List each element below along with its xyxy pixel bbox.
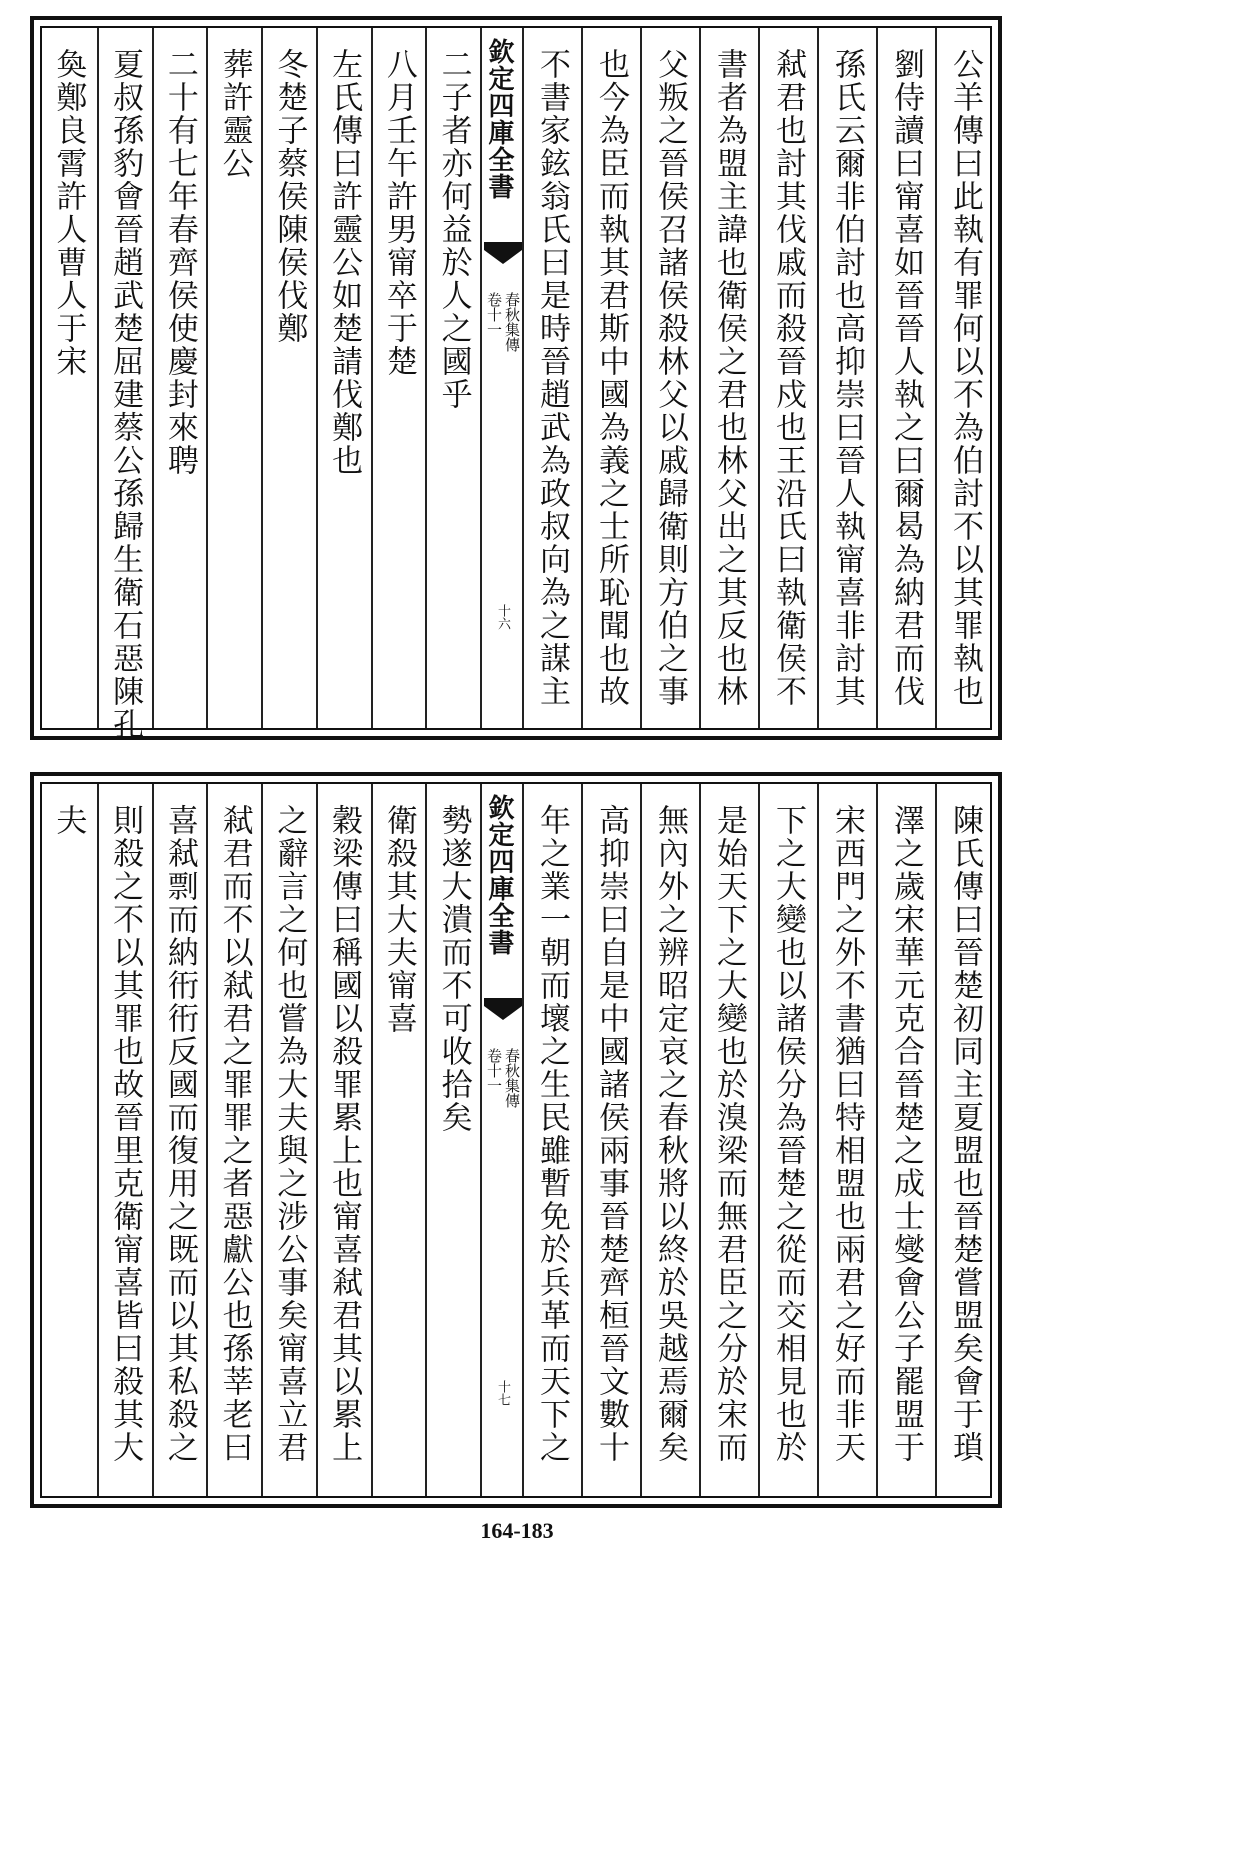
text-column [876, 784, 937, 1496]
column-text: 勢遂大潰而不可收拾矣 [435, 804, 472, 1134]
column-text: 劉侍讀曰甯喜如晉晉人執之曰爾曷為納君而伐 [888, 48, 924, 708]
column-text: 澤之歲宋華元克合晉楚之成士燮會公子罷盟于 [888, 804, 924, 1464]
text-column [758, 784, 819, 1496]
column-text: 夫 [50, 804, 87, 837]
column-text: 下之大變也以諸侯分為晉楚之從而交相見也於 [770, 804, 806, 1464]
column-text: 年之業一朝而壞之生民雖暫免於兵革而天下之 [534, 804, 570, 1464]
text-column [316, 784, 373, 1496]
text-column [935, 784, 996, 1496]
text-column [699, 28, 760, 728]
text-column [425, 784, 482, 1496]
bottom-book-title: 春秋集傳 [503, 1048, 521, 1108]
column-text: 喜弒剽而納衎衎反國而復用之既而以其私殺之 [161, 804, 198, 1464]
bottom-header-title: 欽定四庫全書 [484, 794, 514, 956]
top-page-frame [40, 26, 992, 741]
top-page-center-strip [480, 28, 524, 728]
text-column [425, 28, 482, 728]
text-column [817, 784, 878, 1496]
column-text: 無內外之辨昭定哀之春秋將以終於吳越焉爾矣 [652, 804, 688, 1464]
text-column [699, 784, 760, 1496]
column-text: 弒君也討其伐戚而殺晉戍也王沿氏曰執衛侯不 [770, 48, 806, 708]
column-text: 奐鄭良霄許人曹人于宋 [50, 48, 87, 378]
text-column [581, 784, 642, 1496]
text-column [581, 28, 642, 728]
text-column [261, 784, 318, 1496]
top-header-title: 欽定四庫全書 [484, 38, 514, 200]
column-text: 陳氏傳曰晉楚初同主夏盟也晉楚嘗盟矣會于瑣 [947, 804, 983, 1464]
column-text: 不書家鉉翁氏曰是時晉趙武為政叔向為之謀主 [534, 48, 570, 708]
column-text: 則殺之不以其罪也故晉里克衛甯喜皆曰殺其大 [107, 804, 144, 1464]
column-text: 是始天下之大變也於溴梁而無君臣之分於宋而 [711, 804, 747, 1464]
text-column [206, 28, 263, 728]
text-column [640, 28, 701, 728]
top-folio: 十六 [495, 604, 510, 630]
text-column [42, 28, 97, 728]
column-text: 二子者亦何益於人之國乎 [435, 48, 472, 411]
text-column [522, 784, 583, 1496]
bottom-page-frame [40, 782, 992, 1498]
bottom-page-center-strip [480, 784, 524, 1496]
text-column [152, 784, 209, 1496]
text-column [97, 784, 154, 1496]
column-text: 冬楚子蔡侯陳侯伐鄭 [271, 48, 308, 345]
text-column [371, 784, 428, 1496]
fish-tail-mark-icon [484, 242, 522, 268]
text-column [758, 28, 819, 728]
column-text: 父叛之晉侯召諸侯殺林父以戚歸衛則方伯之事 [652, 48, 688, 708]
column-text: 夏叔孫豹會晉趙武楚屈建蔡公孫歸生衛石惡陳孔 [107, 48, 144, 741]
column-text: 穀梁傳曰稱國以殺罪累上也甯喜弒君其以累上 [326, 804, 363, 1464]
bottom-page [30, 772, 1002, 1508]
page-number: 164-183 [480, 1518, 554, 1543]
column-text: 也今為臣而執其君斯中國為義之士所恥聞也故 [593, 48, 629, 708]
bottom-volume: 卷十一 [485, 1048, 503, 1093]
column-text: 高抑崇曰自是中國諸侯兩事晉楚齊桓晉文數十 [593, 804, 629, 1464]
column-text: 宋西門之外不書猶曰特相盟也兩君之好而非天 [829, 804, 865, 1464]
column-text: 孫氏云爾非伯討也高抑崇曰晉人執甯喜非討其 [829, 48, 865, 708]
top-book-title: 春秋集傳 [503, 292, 521, 352]
column-text: 左氏傳曰許靈公如楚請伐鄭也 [326, 48, 363, 477]
column-text: 弒君而不以弒君之罪罪之者惡獻公也孫莘老曰 [216, 804, 253, 1464]
text-column [261, 28, 318, 728]
bottom-folio: 十七 [495, 1380, 510, 1406]
top-volume: 卷十一 [485, 292, 503, 337]
text-column [42, 784, 97, 1496]
fish-tail-mark-icon [484, 998, 522, 1024]
text-column [817, 28, 878, 728]
text-column [522, 28, 583, 728]
column-text: 衛殺其大夫甯喜 [380, 804, 417, 1035]
text-column [316, 28, 373, 728]
column-text: 八月壬午許男甯卒于楚 [380, 48, 417, 378]
column-text: 二十有七年春齊侯使慶封來聘 [161, 48, 198, 477]
text-column [640, 784, 701, 1496]
text-column [876, 28, 937, 728]
text-column [97, 28, 154, 741]
column-text: 公羊傳曰此執有罪何以不為伯討不以其罪執也 [947, 48, 983, 708]
column-text: 之辭言之何也嘗為大夫與之涉公事矣甯喜立君 [271, 804, 308, 1464]
text-column [206, 784, 263, 1496]
text-column [152, 28, 209, 728]
column-text: 葬許靈公 [216, 48, 253, 180]
text-column [371, 28, 428, 728]
top-page [30, 16, 1002, 740]
text-column [935, 28, 996, 728]
column-text: 書者為盟主諱也衛侯之君也林父出之其反也林 [711, 48, 747, 708]
